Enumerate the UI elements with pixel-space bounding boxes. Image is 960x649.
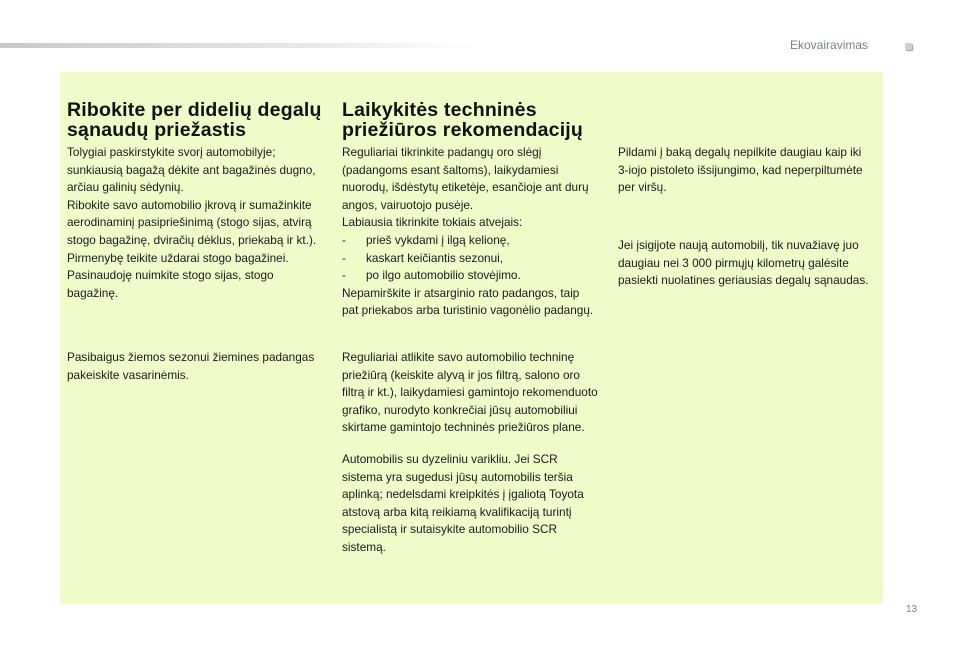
text-line: grafiko, nurodyto konkrečiai jūsų automobiliui <box>342 402 578 417</box>
text-line: priežiūros rekomendacijų <box>342 119 584 141</box>
page-corner-marker <box>905 43 912 50</box>
text-line: priežiūrą (keiskite alyvą ir jos filtrą, salono oro <box>342 367 580 382</box>
col1-paragraph-weight <box>67 144 316 302</box>
text-line: pat priekabos arba turistinio vagonėlio padangų. <box>342 303 594 318</box>
text-line: sistema yra sugedusi jūsų automobilis teršia <box>342 469 573 484</box>
text-line: daugiau nei 3 000 pirmųjų kilometrų galėsite <box>618 255 849 270</box>
text-line: Labiausia tikrinkite tokiais atvejais: <box>342 215 523 230</box>
text-line: (padangoms esant šaltoms), laikydamiesi <box>342 162 559 177</box>
text-line: arčiau galinių sėdynių. <box>67 180 184 195</box>
bullet-text: po ilgo automobilio stovėjimo. <box>366 268 521 283</box>
text-line: per viršų. <box>618 180 667 195</box>
text-line: atstovą arba kitą reikiamą kvalifikaciją turintį <box>342 504 572 519</box>
text-line: bagažinę. <box>67 285 119 300</box>
col2-heading <box>342 100 583 140</box>
bullet-dash: - <box>342 250 346 265</box>
text-line: filtrą ir kt.), laikydamiesi gamintojo rekomenduoto <box>342 385 598 400</box>
col3-paragraph-refuel <box>618 144 863 197</box>
text-line: Ribokite per didelių degalų <box>67 99 322 121</box>
bullet-dash: - <box>342 232 346 247</box>
bullet-dash: - <box>342 268 346 283</box>
spare-tire-text <box>342 285 593 320</box>
text-line: Pirmenybę teikite uždarai stogo bagažinei. <box>67 250 289 265</box>
text-line: Tolygiai paskirstykite svorį automobilyje; <box>67 145 276 159</box>
col2-paragraph-scr <box>342 451 584 557</box>
col1-paragraph-tires <box>67 349 314 384</box>
text-line: pasiekti nuolatines geriausias degalų sąnaudas. <box>618 273 869 288</box>
bullet-text: kaskart keičiantis sezonui, <box>366 250 504 265</box>
text-line: sąnaudų priežastis <box>67 119 247 141</box>
bullet-text: prieš vykdami į ilgą kelionę, <box>366 232 510 247</box>
text-line: sunkiausią bagažą dėkite ant bagažinės dugno, <box>67 162 316 177</box>
col2-paragraph-maintenance <box>342 349 598 437</box>
text-line: specialistą ir sutaisykite automobilio SCR <box>342 522 558 537</box>
pressure-text <box>342 144 593 232</box>
bullet-list <box>342 232 593 285</box>
text-line: stogo bagažinę, dviračių dėklus, priekabą ir kt.). <box>67 232 317 247</box>
col1-heading <box>67 100 322 140</box>
text-line: sistemą. <box>342 539 386 554</box>
bullet-item <box>342 250 593 268</box>
text-line: angos, vairuotojo pusėje. <box>342 197 474 212</box>
text-line: aerodinaminį pasipriešinimą (stogo sijas, atvirą <box>67 215 312 230</box>
text-line: nuorodų, išdėstytų etiketėje, esančioje ant durų <box>342 180 589 195</box>
text-line: Jei įsigijote naują automobilį, tik nuvažiavę juo <box>618 238 859 252</box>
header-rule <box>0 43 480 48</box>
col2-paragraph-pressure <box>342 144 593 320</box>
page-number: 13 <box>906 604 918 615</box>
text-line: Reguliariai atlikite savo automobilio techninę <box>342 350 575 364</box>
bullet-item <box>342 267 593 285</box>
text-line: Laikykitės techninės <box>342 99 537 121</box>
text-line: Pasibaigus žiemos sezonui žiemines padangas <box>67 350 315 364</box>
text-line: Automobilis su dyzeliniu varikliu. Jei SCR <box>342 452 558 466</box>
section-title: Ekovairavimas <box>790 38 869 52</box>
text-line: Nepamirškite ir atsarginio rato padangos, taip <box>342 285 580 300</box>
text-line: aplinką; nedelsdami kreipkitės į įgaliotą Toyota <box>342 487 584 502</box>
text-line: skirtame gamintojo techninės priežiūros plane. <box>342 420 585 435</box>
text-line: 3-iojo pistoleto išsijungimo, kad neperpiltumėte <box>618 162 863 177</box>
col3-paragraph-break-in <box>618 237 869 290</box>
text-line: Ribokite savo automobilio įkrovą ir sumažinkite <box>67 197 312 212</box>
text-line: Pildami į baką degalų nepilkite daugiau kaip iki <box>618 145 862 159</box>
text-line: Reguliariai tikrinkite padangų oro slėgį <box>342 145 542 159</box>
text-line: Pasinaudoję nuimkite stogo sijas, stogo <box>67 268 274 283</box>
bullet-item <box>342 232 593 250</box>
text-line: pakeiskite vasarinėmis. <box>67 367 189 382</box>
